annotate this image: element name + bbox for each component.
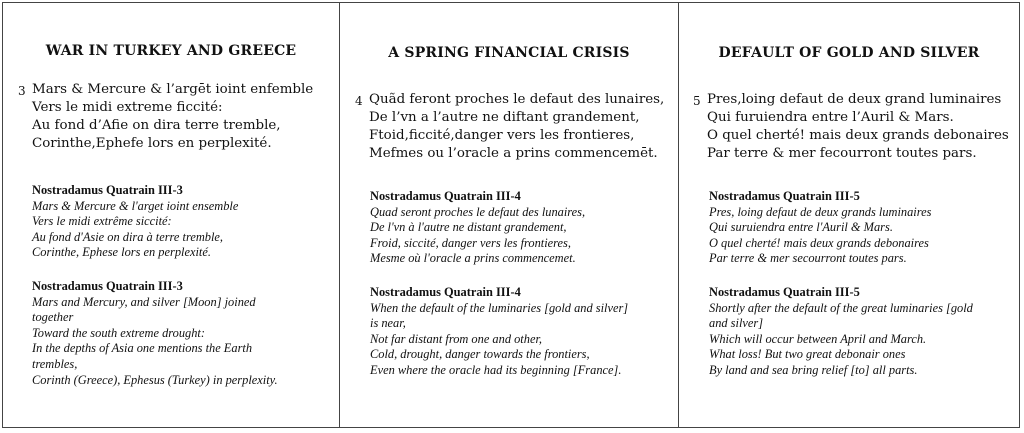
english-quatrain	[370, 285, 675, 379]
old-line: Mars & Mercure & l’argēt ioint enfemble	[32, 82, 314, 97]
english-line: What loss! But two great debonair ones	[709, 347, 906, 362]
old-print-quatrain	[355, 91, 664, 163]
old-line: Ftoid,ficcité,danger vers les frontieres,	[369, 128, 635, 143]
french-line: Au fond d'Asie on dira à terre tremble,	[32, 229, 224, 244]
old-line: Quãd feront proches le defaut des lunaires,	[369, 92, 665, 107]
english-line: and silver]	[709, 316, 764, 331]
old-line: Vers le midi extreme ficcité:	[32, 100, 223, 115]
old-line: Par terre & mer fecourront toutes pars.	[707, 146, 977, 161]
english-quatrain	[709, 285, 1015, 379]
old-line: Mefmes ou l’oracle a prins commencemēt.	[369, 146, 658, 161]
english-line: together	[32, 310, 74, 325]
column-default-gold-silver	[678, 3, 1019, 427]
english-line: By land and sea bring relief [to] all parts.	[709, 362, 918, 377]
old-line: Corinthe,Ephefe lors en perplexité.	[32, 136, 272, 151]
quatrain-heading: Nostradamus Quatrain III-4	[370, 189, 521, 203]
quatrain-heading: Nostradamus Quatrain III-5	[709, 189, 860, 203]
column-spring-financial-crisis	[339, 3, 678, 427]
french-line: Mars & Mercure & l'arget ioint ensemble	[32, 198, 239, 213]
french-line: Quad seront proches le defaut des lunaires,	[370, 204, 586, 219]
english-line: Shortly after the default of the great luminaries [gold	[709, 300, 973, 315]
french-quatrain	[709, 189, 1015, 267]
column-title: A SPRING FINANCIAL CRISIS	[388, 45, 630, 61]
english-line: Which will occur between April and March.	[709, 331, 927, 346]
quatrain-number: 4	[355, 94, 363, 108]
column-title: DEFAULT OF GOLD AND SILVER	[718, 45, 980, 61]
english-line: Even where the oracle had its beginning [France].	[370, 362, 622, 377]
quatrain-heading: Nostradamus Quatrain III-3	[32, 279, 183, 293]
english-line: Cold, drought, danger towards the frontiers,	[370, 347, 590, 362]
french-line: O quel cherté! mais deux grands debonaires	[709, 235, 929, 250]
quatrain-heading: Nostradamus Quatrain III-4	[370, 285, 521, 299]
quatrain-heading: Nostradamus Quatrain III-3	[32, 183, 183, 197]
english-line: is near,	[370, 316, 406, 331]
old-line: Au fond d’Afie on dira terre tremble,	[32, 118, 281, 133]
french-line: Par terre & mer secourront toutes pars.	[709, 251, 907, 266]
old-line: De l’vn a l’autre ne diftant grandement,	[369, 110, 640, 125]
english-line: Corinth (Greece), Ephesus (Turkey) in perplexity.	[32, 372, 278, 387]
french-line: Qui suruiendra entre l'Auril & Mars.	[709, 220, 893, 235]
old-line: Qui furuiendra entre l’Auril & Mars.	[707, 110, 954, 125]
old-print-quatrain	[18, 81, 313, 153]
french-line: Pres, loing defaut de deux grands luminaires	[709, 204, 932, 219]
french-line: Froid, siccité, danger vers les frontieres,	[370, 235, 571, 250]
english-line: In the depths of Asia one mentions the Earth	[32, 341, 253, 356]
old-line: O quel cherté! mais deux grands debonaires	[707, 128, 1009, 143]
column-title: WAR IN TURKEY AND GREECE	[45, 43, 297, 59]
english-line: Not far distant from one and other,	[370, 331, 542, 346]
quatrain-table	[2, 2, 1020, 428]
english-line: Toward the south extreme drought:	[32, 325, 206, 340]
quatrain-number: 5	[693, 94, 701, 108]
english-line: trembles,	[32, 356, 78, 371]
english-line: Mars and Mercury, and silver [Moon] joined	[32, 294, 256, 309]
french-line: Mesme où l'oracle a prins commencemet.	[370, 251, 576, 266]
column-war-turkey-greece	[3, 3, 339, 427]
french-line: De l'vn à l'autre ne distant grandement,	[370, 220, 567, 235]
english-quatrain	[32, 279, 332, 388]
french-line: Corinthe, Ephese lors en perplexité.	[32, 245, 211, 260]
french-quatrain	[370, 189, 675, 267]
old-print-quatrain	[693, 91, 1009, 163]
quatrain-number: 3	[18, 84, 26, 98]
french-quatrain	[32, 183, 332, 261]
quatrain-heading: Nostradamus Quatrain III-5	[709, 285, 860, 299]
english-line: When the default of the luminaries [gold and silver]	[370, 300, 629, 315]
old-line: Pres,loing defaut de deux grand luminaires	[707, 92, 1002, 107]
french-line: Vers le midi extrême siccité:	[32, 214, 172, 229]
